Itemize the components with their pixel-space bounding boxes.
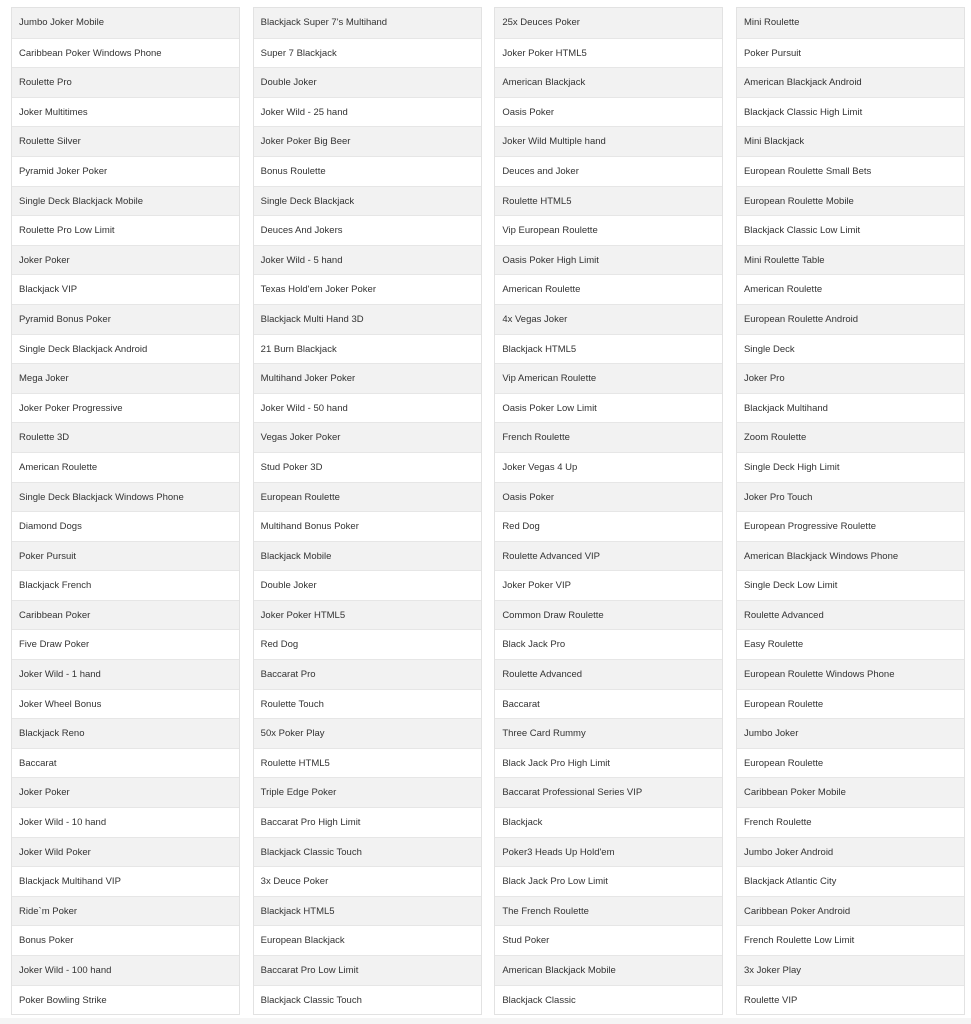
game-link[interactable]: Blackjack Classic Low Limit	[737, 215, 964, 245]
game-link[interactable]: Texas Hold'em Joker Poker	[254, 274, 481, 304]
game-link[interactable]: European Roulette	[737, 748, 964, 778]
game-link[interactable]: Three Card Rummy	[495, 718, 722, 748]
games-grid	[11, 7, 965, 1015]
game-link[interactable]: Joker Pro Touch	[737, 482, 964, 512]
game-link[interactable]: Single Deck Blackjack Android	[12, 334, 239, 364]
game-link[interactable]: 4x Vegas Joker	[495, 304, 722, 334]
game-link[interactable]: Roulette Silver	[12, 126, 239, 156]
game-link[interactable]: Blackjack Reno	[12, 718, 239, 748]
game-link[interactable]: Poker Pursuit	[12, 541, 239, 571]
game-link[interactable]: Single Deck Blackjack	[254, 186, 481, 216]
game-link[interactable]: American Blackjack Windows Phone	[737, 541, 964, 571]
game-link[interactable]: Joker Poker HTML5	[495, 38, 722, 68]
game-link[interactable]: 3x Joker Play	[737, 955, 964, 985]
game-link[interactable]: Blackjack Classic High Limit	[737, 97, 964, 127]
game-link[interactable]: Mini Roulette Table	[737, 245, 964, 275]
game-link[interactable]: Blackjack French	[12, 570, 239, 600]
game-link[interactable]: Blackjack VIP	[12, 274, 239, 304]
game-link[interactable]: Caribbean Poker Mobile	[737, 777, 964, 807]
game-link[interactable]: Joker Vegas 4 Up	[495, 452, 722, 482]
game-link[interactable]: Roulette VIP	[737, 985, 964, 1015]
game-link[interactable]: Ride`m Poker	[12, 896, 239, 926]
game-link[interactable]: Single Deck Blackjack Mobile	[12, 186, 239, 216]
game-link[interactable]: Joker Poker Progressive	[12, 393, 239, 423]
game-link[interactable]: Caribbean Poker	[12, 600, 239, 630]
game-link[interactable]: Joker Poker Big Beer	[254, 126, 481, 156]
game-link[interactable]: Single Deck Low Limit	[737, 570, 964, 600]
game-link[interactable]: American Blackjack Mobile	[495, 955, 722, 985]
game-link[interactable]: 50x Poker Play	[254, 718, 481, 748]
game-link[interactable]: Baccarat Pro Low Limit	[254, 955, 481, 985]
game-link[interactable]: Joker Wild Multiple hand	[495, 126, 722, 156]
game-link[interactable]: Baccarat	[495, 689, 722, 719]
game-link[interactable]: Multihand Joker Poker	[254, 363, 481, 393]
game-link[interactable]: European Roulette Android	[737, 304, 964, 334]
game-link[interactable]: Joker Pro	[737, 363, 964, 393]
game-link[interactable]: Roulette Advanced	[495, 659, 722, 689]
game-link[interactable]: 21 Burn Blackjack	[254, 334, 481, 364]
game-link[interactable]: Triple Edge Poker	[254, 777, 481, 807]
game-link[interactable]: Red Dog	[254, 629, 481, 659]
game-link[interactable]: American Blackjack Android	[737, 67, 964, 97]
game-link[interactable]: Caribbean Poker Windows Phone	[12, 38, 239, 68]
game-link[interactable]: Bonus Roulette	[254, 156, 481, 186]
game-link[interactable]: Pyramid Bonus Poker	[12, 304, 239, 334]
game-link[interactable]: Joker Wild Poker	[12, 837, 239, 867]
game-link[interactable]: Joker Wild - 10 hand	[12, 807, 239, 837]
game-link[interactable]: Joker Wild - 50 hand	[254, 393, 481, 423]
game-link[interactable]: Single Deck High Limit	[737, 452, 964, 482]
game-link[interactable]: Blackjack Super 7's Multihand	[254, 8, 481, 38]
game-link[interactable]: French Roulette	[495, 422, 722, 452]
game-link[interactable]: Blackjack Multi Hand 3D	[254, 304, 481, 334]
game-link[interactable]: Easy Roulette	[737, 629, 964, 659]
game-link[interactable]: American Roulette	[737, 274, 964, 304]
game-link[interactable]: European Roulette Small Bets	[737, 156, 964, 186]
game-link[interactable]: Roulette Advanced	[737, 600, 964, 630]
game-link[interactable]: Jumbo Joker Android	[737, 837, 964, 867]
game-link[interactable]: European Progressive Roulette	[737, 511, 964, 541]
game-link[interactable]: Oasis Poker	[495, 482, 722, 512]
game-link[interactable]: Joker Wild - 1 hand	[12, 659, 239, 689]
game-link[interactable]: Pyramid Joker Poker	[12, 156, 239, 186]
game-link[interactable]: 25x Deuces Poker	[495, 8, 722, 38]
game-link[interactable]: Roulette 3D	[12, 422, 239, 452]
game-link[interactable]: Super 7 Blackjack	[254, 38, 481, 68]
game-link[interactable]: Blackjack HTML5	[254, 896, 481, 926]
game-link[interactable]: American Roulette	[495, 274, 722, 304]
game-link[interactable]: Joker Poker HTML5	[254, 600, 481, 630]
game-link[interactable]: Caribbean Poker Android	[737, 896, 964, 926]
game-link[interactable]: Mega Joker	[12, 363, 239, 393]
game-link[interactable]: Roulette Pro Low Limit	[12, 215, 239, 245]
game-link[interactable]: Baccarat Pro High Limit	[254, 807, 481, 837]
game-link[interactable]: Vegas Joker Poker	[254, 422, 481, 452]
game-link[interactable]: Black Jack Pro Low Limit	[495, 866, 722, 896]
game-link[interactable]: Oasis Poker	[495, 97, 722, 127]
game-link[interactable]: Mini Blackjack	[737, 126, 964, 156]
game-link[interactable]: Joker Wild - 5 hand	[254, 245, 481, 275]
game-link[interactable]: Baccarat	[12, 748, 239, 778]
game-link[interactable]: Multihand Bonus Poker	[254, 511, 481, 541]
games-column-3	[494, 7, 723, 1015]
game-link[interactable]: Black Jack Pro	[495, 629, 722, 659]
game-link[interactable]: Jumbo Joker	[737, 718, 964, 748]
game-link[interactable]: Blackjack Atlantic City	[737, 866, 964, 896]
game-link[interactable]: Baccarat Pro	[254, 659, 481, 689]
game-link[interactable]: Blackjack Classic	[495, 985, 722, 1015]
game-link[interactable]: Five Draw Poker	[12, 629, 239, 659]
game-link[interactable]: Joker Wheel Bonus	[12, 689, 239, 719]
game-link[interactable]: Common Draw Roulette	[495, 600, 722, 630]
game-link[interactable]: Blackjack Multihand	[737, 393, 964, 423]
game-link[interactable]: Jumbo Joker Mobile	[12, 8, 239, 38]
game-link[interactable]: American Blackjack	[495, 67, 722, 97]
game-link[interactable]: European Blackjack	[254, 925, 481, 955]
game-link[interactable]: Stud Poker	[495, 925, 722, 955]
game-link[interactable]: Joker Poker	[12, 245, 239, 275]
game-link[interactable]: Poker Pursuit	[737, 38, 964, 68]
game-link[interactable]: Blackjack Multihand VIP	[12, 866, 239, 896]
games-column-1	[11, 7, 240, 1015]
game-link[interactable]: Single Deck Blackjack Windows Phone	[12, 482, 239, 512]
game-link[interactable]: French Roulette	[737, 807, 964, 837]
games-column-4	[736, 7, 965, 1015]
game-link[interactable]: Single Deck	[737, 334, 964, 364]
game-link[interactable]: Double Joker	[254, 67, 481, 97]
game-link[interactable]: Blackjack Classic Touch	[254, 837, 481, 867]
game-link[interactable]: Blackjack Mobile	[254, 541, 481, 571]
game-link[interactable]: Black Jack Pro High Limit	[495, 748, 722, 778]
game-link[interactable]: American Roulette	[12, 452, 239, 482]
game-link[interactable]: European Roulette	[737, 689, 964, 719]
game-link[interactable]: Deuces and Joker	[495, 156, 722, 186]
game-link[interactable]: Stud Poker 3D	[254, 452, 481, 482]
game-link[interactable]: Baccarat Professional Series VIP	[495, 777, 722, 807]
game-link[interactable]: French Roulette Low Limit	[737, 925, 964, 955]
game-link[interactable]: 3x Deuce Poker	[254, 866, 481, 896]
game-link[interactable]: European Roulette Windows Phone	[737, 659, 964, 689]
game-link[interactable]: Mini Roulette	[737, 8, 964, 38]
game-link[interactable]: Joker Wild - 25 hand	[254, 97, 481, 127]
game-link[interactable]: Roulette Pro	[12, 67, 239, 97]
game-link[interactable]: European Roulette Mobile	[737, 186, 964, 216]
game-link[interactable]: Poker Bowling Strike	[12, 985, 239, 1015]
game-link[interactable]: Blackjack HTML5	[495, 334, 722, 364]
game-link[interactable]: Roulette Advanced VIP	[495, 541, 722, 571]
game-link[interactable]: Roulette Touch	[254, 689, 481, 719]
game-link[interactable]: The French Roulette	[495, 896, 722, 926]
game-link[interactable]: Blackjack	[495, 807, 722, 837]
game-link[interactable]: Vip American Roulette	[495, 363, 722, 393]
game-link[interactable]: Double Joker	[254, 570, 481, 600]
game-link[interactable]: Bonus Poker	[12, 925, 239, 955]
game-link[interactable]: Vip European Roulette	[495, 215, 722, 245]
game-link[interactable]: Zoom Roulette	[737, 422, 964, 452]
game-link[interactable]: European Roulette	[254, 482, 481, 512]
game-link[interactable]: Roulette HTML5	[495, 186, 722, 216]
page-footer-strip	[0, 1018, 971, 1024]
game-link[interactable]: Oasis Poker High Limit	[495, 245, 722, 275]
game-link[interactable]: Joker Wild - 100 hand	[12, 955, 239, 985]
game-link[interactable]: Roulette HTML5	[254, 748, 481, 778]
game-link[interactable]: Joker Multitimes	[12, 97, 239, 127]
game-link[interactable]: Deuces And Jokers	[254, 215, 481, 245]
game-link[interactable]: Oasis Poker Low Limit	[495, 393, 722, 423]
game-link[interactable]: Diamond Dogs	[12, 511, 239, 541]
game-link[interactable]: Joker Poker	[12, 777, 239, 807]
game-link[interactable]: Blackjack Classic Touch	[254, 985, 481, 1015]
game-link[interactable]: Red Dog	[495, 511, 722, 541]
games-column-2	[253, 7, 482, 1015]
game-link[interactable]: Poker3 Heads Up Hold'em	[495, 837, 722, 867]
game-link[interactable]: Joker Poker VIP	[495, 570, 722, 600]
